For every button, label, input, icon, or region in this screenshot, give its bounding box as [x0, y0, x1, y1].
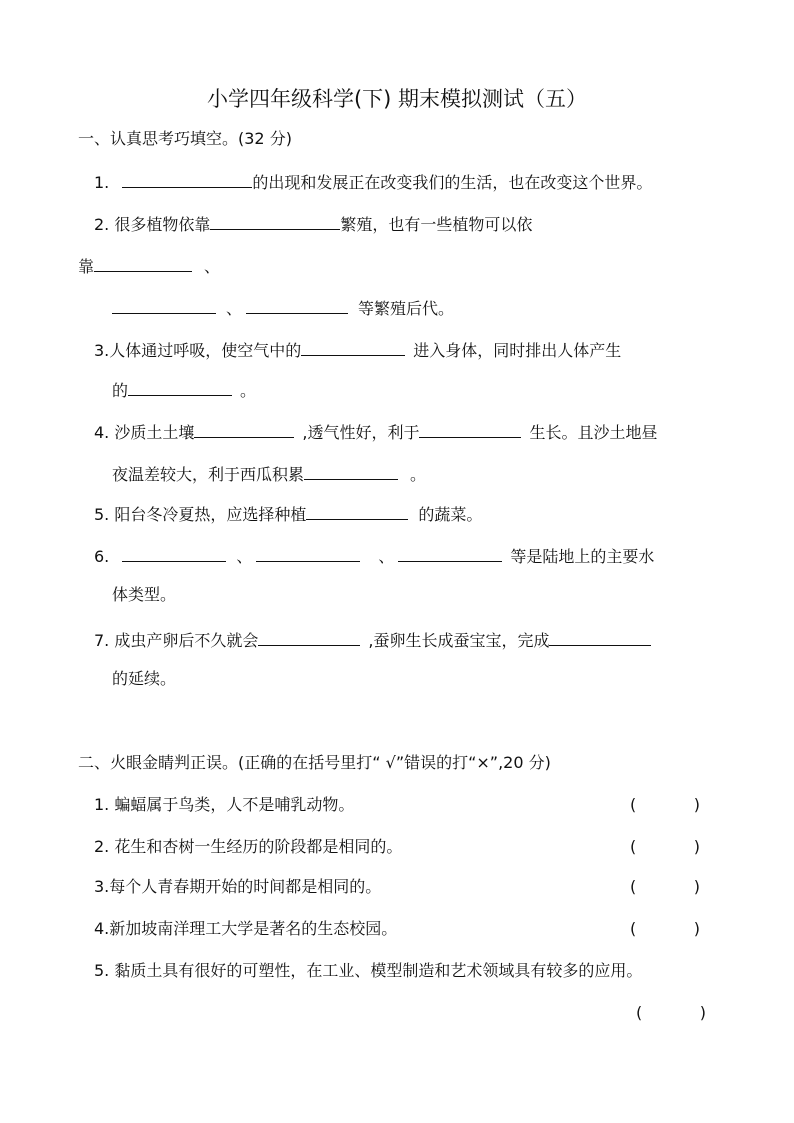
question-1-number: 1.	[94, 173, 110, 192]
answer-blank[interactable]	[128, 378, 232, 396]
separator: 、	[226, 299, 243, 318]
answer-blank[interactable]	[122, 544, 226, 562]
answer-blank[interactable]	[301, 338, 405, 356]
answer-blank[interactable]	[194, 420, 294, 438]
paren-open: (	[630, 877, 637, 896]
question-2-text-before: 2. 很多植物依靠	[94, 215, 211, 234]
answer-blank[interactable]	[122, 170, 252, 188]
answer-blank[interactable]	[419, 420, 521, 438]
question-3-line2	[112, 378, 256, 402]
judgement-item-4: 4.新加坡南洋理工大学是著名的生态校园。	[94, 919, 398, 938]
question-6-text-after: 等是陆地上的主要水	[510, 547, 655, 566]
answer-blank[interactable]	[246, 296, 348, 314]
question-6-line2: 体类型。	[112, 585, 177, 604]
question-5	[94, 502, 482, 526]
question-2-line3	[112, 296, 454, 320]
paren-open: (	[630, 919, 637, 938]
judgement-item-5: 5. 黏质土具有很好的可塑性，在工业、模型制造和艺术领域具有较多的应用。	[94, 961, 643, 980]
question-4-line2	[112, 462, 426, 486]
answer-parentheses-5[interactable]	[636, 1002, 706, 1024]
answer-parentheses-4[interactable]	[630, 918, 700, 940]
separator: 、	[204, 257, 221, 276]
question-4-text-mid: ,透气性好，利于	[302, 423, 420, 442]
question-3-text-before: 3.人体通过呼吸，使空气中的	[94, 341, 302, 360]
question-6-number: 6.	[94, 547, 110, 566]
section2-heading: 二、火眼金睛判正误。(正确的在括号里打“ √”错误的打“×”,20 分)	[78, 753, 551, 772]
question-1	[94, 170, 652, 194]
answer-blank[interactable]	[398, 544, 502, 562]
judgement-item-1: 1. 蝙蝠属于鸟类，人不是哺乳动物。	[94, 795, 355, 814]
question-3-text-after: 进入身体，同时排出人体产生	[413, 341, 622, 360]
question-7-line2: 的延续。	[112, 669, 177, 688]
question-4-text-after: 生长。且沙土地昼	[529, 423, 658, 442]
question-4	[94, 420, 657, 444]
question-5-text-before: 5. 阳台冬冷夏热，应选择种植	[94, 505, 307, 524]
question-5-text-after: 的蔬菜。	[418, 505, 483, 524]
paren-close: )	[699, 1003, 706, 1022]
question-2	[94, 212, 532, 236]
paren-close: )	[693, 919, 700, 938]
question-3-line2-text: 的	[112, 381, 129, 400]
paren-open: (	[630, 795, 637, 814]
question-3	[94, 338, 621, 362]
answer-parentheses-1[interactable]	[630, 794, 700, 816]
question-3-line2-end: 。	[240, 381, 257, 400]
answer-blank[interactable]	[549, 628, 651, 646]
answer-blank[interactable]	[112, 296, 216, 314]
separator: 、	[378, 547, 395, 566]
paren-close: )	[693, 877, 700, 896]
answer-blank[interactable]	[94, 254, 192, 272]
question-7-text-mid: ,蚕卵生长成蚕宝宝，完成	[368, 631, 550, 650]
section1-heading: 一、认真思考巧填空。(32 分)	[78, 129, 292, 148]
question-2-text-after: 繁殖，也有一些植物可以依	[340, 215, 533, 234]
paren-close: )	[693, 837, 700, 856]
answer-parentheses-3[interactable]	[630, 876, 700, 898]
answer-blank[interactable]	[304, 462, 398, 480]
answer-parentheses-2[interactable]	[630, 836, 700, 858]
question-1-text: 的出现和发展正在改变我们的生活，也在改变这个世界。	[252, 173, 653, 192]
paren-close: )	[693, 795, 700, 814]
answer-blank[interactable]	[258, 628, 360, 646]
question-7-text-before: 7. 成虫产卵后不久就会	[94, 631, 259, 650]
separator: 、	[236, 547, 253, 566]
judgement-item-2: 2. 花生和杏树一生经历的阶段都是相同的。	[94, 837, 403, 856]
question-7	[94, 628, 651, 652]
question-4-line2-end: 。	[410, 465, 427, 484]
question-6	[94, 544, 654, 568]
page-title: 小学四年级科学(下) 期末模拟测试（五）	[206, 87, 588, 111]
answer-blank[interactable]	[210, 212, 340, 230]
question-4-line2-text: 夜温差较大，利于西瓜积累	[112, 465, 305, 484]
question-2-line3-text: 等繁殖后代。	[358, 299, 455, 318]
question-2-line2-text: 靠	[78, 257, 95, 276]
answer-blank[interactable]	[256, 544, 360, 562]
judgement-item-3: 3.每个人青春期开始的时间都是相同的。	[94, 877, 382, 896]
answer-blank[interactable]	[306, 502, 408, 520]
paren-open: (	[636, 1003, 643, 1022]
paren-open: (	[630, 837, 637, 856]
question-4-text-before: 4. 沙质土土壤	[94, 423, 195, 442]
question-2-line2	[78, 254, 220, 278]
